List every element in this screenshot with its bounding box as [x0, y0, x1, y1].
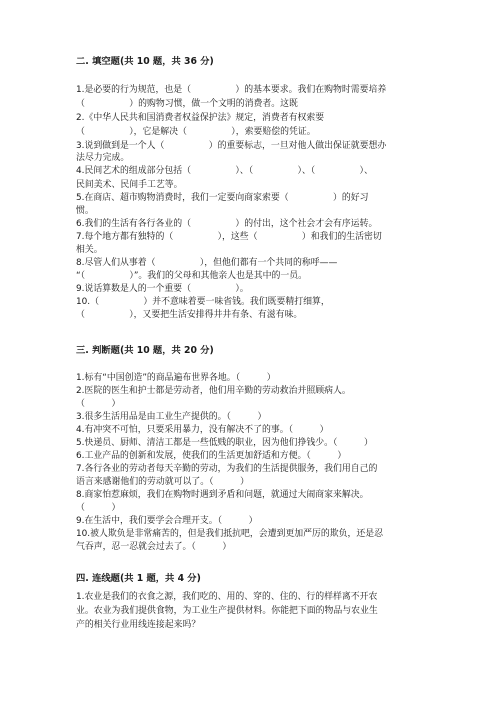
question-line: 5.在商店、超市购物消费时，我们一定要向商家索要（ ）的好习 [76, 193, 369, 203]
question-line: 6.工业产品的创新和发展，使我们的生活更加舒适和方便。（ ） [76, 451, 347, 461]
question-line: 10.被人欺负是非常痛苦的，但是我们抵抗吧，会遭到更加严厉的欺负，还是忍 [76, 529, 383, 539]
question-line: 2.医院的医生和护士都是劳动者，他们用辛勤的劳动救治并照顾病人。 [76, 386, 351, 396]
question-line: 民间美术、民间手工艺等。 [76, 180, 183, 190]
question-line: 3.说到做到是一个人（ ）的重要标志，一旦对他人做出保证就要想办 [76, 141, 387, 151]
question-line: 1.是必要的行为规范，也是（ ）的基本要求。我们在购物时需要培养 [76, 85, 387, 95]
question-line: 1.标有“中国创造”的商品遍布世界各地。（ ） [76, 373, 276, 383]
section-title-fill-blank: 二. 填空题(共 10 题，共 36 分) [76, 56, 214, 67]
question-line: （ ） [76, 399, 121, 409]
question-line: 语言来感谢他们的劳动就可以了。（ ） [76, 477, 250, 487]
question-line: 8.尽管人们从事着（ ），但他们都有一个共同的称呼—— [76, 258, 338, 268]
question-line: （ ），又要把生活安排得井井有条、有滋有味。 [76, 310, 303, 320]
section-title-true-false: 三. 判断题(共 10 题，共 20 分) [76, 345, 214, 356]
section-title-matching: 四. 连线题(共 1 题，共 4 分) [76, 573, 201, 584]
question-line: “（ ）”。我们的父母和其他亲人也是其中的一员。 [76, 271, 308, 281]
question-line: 业。农业为我们提供食物，为工业生产提供材料。你能把下面的物品与农业生 [76, 606, 378, 616]
question-line: 法尽力完成。 [76, 153, 130, 163]
question-line: 5.快递员、厨师、清洁工都是一些低贱的职业，因为他们挣钱少。（ ） [76, 438, 373, 448]
question-line: 10.（ ）并不意味着要一味省钱。我们既要精打细算， [76, 297, 330, 307]
question-line: 相关。 [76, 245, 103, 255]
question-line: 4.有冲突不可怕，只要采用暴力，没有解决不了的事。（ ） [76, 425, 329, 435]
question-line: 1.农业是我们的衣食之源，我们吃的、用的、穿的、住的、行的样样离不开农 [76, 592, 378, 602]
question-line: 气吞声，忍一忍就会过去了。（ ） [76, 542, 232, 552]
question-line: 产的相关行业用线连接起来吗？ [76, 620, 201, 630]
question-line: 2.《中华人民共和国消费者权益保护法》规定，消费者有权索要 [76, 113, 325, 123]
question-line: 惯。 [76, 206, 94, 216]
question-line: 8.商家怕惹麻烦，我们在购物时遇到矛盾和问题，就通过大闹商家来解决。 [76, 490, 369, 500]
question-line: 3.很多生活用品是由工业生产提供的。（ ） [76, 412, 267, 422]
question-line: 6.我们的生活有各行各业的（ ）的付出，这个社会才会有序运转。 [76, 219, 378, 229]
question-line: （ ），它是解决（ ），索要赔偿的凭证。 [76, 127, 316, 137]
question-line: 9.在生活中，我们要学会合理开支。（ ） [76, 516, 258, 526]
question-line: 9.说话算数是人的一个重要（ ）。 [76, 284, 249, 294]
question-line: （ ）的购物习惯，做一个文明的消费者。这既 [76, 99, 298, 109]
question-line: 4.民间艺术的组成部分包括（ ）、（ ）、（ ）、 [76, 166, 373, 176]
question-line: 7.各行各业的劳动者每天辛勤的劳动，为我们的生活提供服务，我们用自己的 [76, 464, 378, 474]
question-line: （ ） [76, 503, 121, 513]
question-line: 7.每个地方都有独特的（ ），这些（ ）和我们的生活密切 [76, 232, 382, 242]
